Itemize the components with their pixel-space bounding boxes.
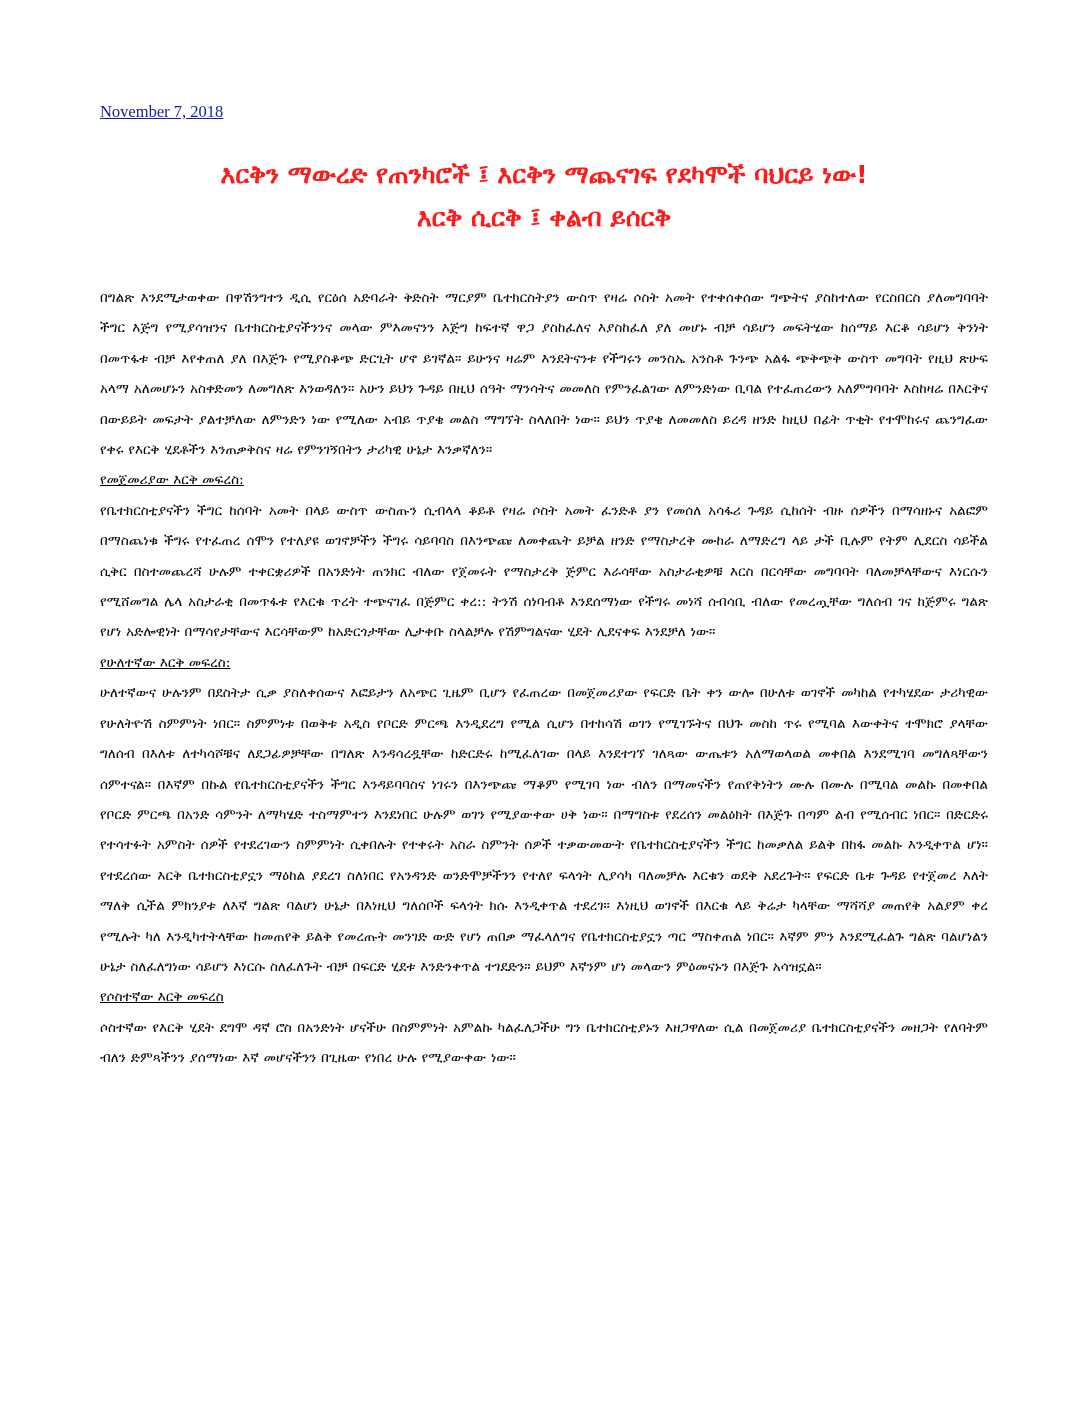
section-paragraph-third-reconciliation: ሶስተኛው የእርቅ ሂደት ደግሞ ዳኛ ሮስ በአንድነት ሆናችሁ በስምምነት አምልኩ ካልፈለጋችሁ ግን ቤተክርስቲያኑን እዘጋዋለው ሲል በመጀመሪያ ቤተክርስቲያናችን መዘጋት የለባትም ብለን ድምጻችንን ያሰማነው እኛ መሆናችንን በጊዜው የነበረ ሁሉ የሚያውቀው ነው። (100, 1019, 988, 1067)
intro-paragraph: በግልጽ እንደሚታወቀው በዋሽንግተን ዲሲ የርዕሰ አድባራት ቅድስት ማርያም ቤተክርስትያን ውስጥ የዛሬ ሶስት አመት የተቀሰቀሰው ግጭትና ያስከተለው የርስበርስ ያለመግባባት ችግር እጅግ የሚያሳዝንና ቤተክርስቲያናችንንና መላው ምእመናንን እጅግ ከፍተኛ ዋጋ ያስከፈለና እያስከፈለ ያለ መሆኑ ብቻ ሳይሆን መፍትሄው ከሰማይ እርቆ ሳይሆን ቅንነት በመጥፋቱ ብቻ እየቀጠለ ያለ በእጅጉ የሚያስቆጭ ድርጊት ሆኖ ይገኛል። ይሁንና ዛሬም እንደትናንቱ የችግሩን መንስኤ አንስቶ ጉንጭ አልፋ ጭቅጭቅ ውስጥ መግባት የዚህ ጽሁፍ አላማ አለመሆኑን አስቀድመን ለመግለጽ እንወዳለን። አሁን ይህን ጉዳይ በዚህ ሰዓት ማንሳትና መመለስ የምንፈልገው ለምንድነው ቢባል የተፈጠረውን አለምግባባት እስከዛሬ በእርቅና በውይይት መፍታት ያልተቻለው ለምንድን ነው የሚለው አብይ ጥያቄ መልስ ማግኘት ስላለበት ነው። ይህን ጥያቄ ለመመለስ ይረዳ ዘንድ ከዚህ በፊት ጥቂት የተሞከሩና ጨንግፈው የቀሩ የእርቅ ሂደቶችን እንጠቃቅስና ዛሬ የምንገኝበትን ታሪካዊ ሁኔታ እንቃኛለን። (100, 290, 988, 459)
section-paragraph-second-reconciliation: ሁለተኛውና ሁሉንም በደስትታ ሲቃ ያስለቀሰውና እፎይታን ለአጭር ጊዜም ቢሆን የፈጠረው በመጀመሪያው የፍርድ ቤት ቀን ውሎ በሁለቱ ወገኖች መካከል የተካሄደው ታሪካዊው የሁለትዮሽ ስምምነት ነበር። ስምምነቱ በወቅቱ አዲስ የቦርድ ምርጫ እንዲደረግ የሚል ሲሆን በተከሳሽ ወገን የሚገኙትና በህጉ መስከ ጥሩ የሚባል እውቀትና ተሞክሮ ያላቸው ግለሰብ በእለቱ ለተካሳሾቹና ለደጋፊዎቻቸው በግለጽ እንዳሳረዷቸው ከድርድሩ ከሚፈለገው በላይ እንደተገኘ ገለጻው ውጤቱን አለማወላወል መቀበል እንደሚገባ መግለጻቸውን ሰምተናል። በእኛም በኩል የቤተክርስቲያናችን ችግር እንዳይባባስና ነገሩን በእንጭጩ ማቆም የሚገባ ነው ብለን በማመናችን የጠየቅነትን ሙሉ በሙሉ በሚባል መልኩ በመቀበል የቦርድ ምርጫ በአንድ ሳምንት ለማካሄድ ተስማምተን እንደነበር ሁሉም ወገን የሚያውቀው ሀቅ ነው። በማግስቱ የደረሰን መልዕክት በእጅጉ በጣም ልብ የሚሰብር ነበር። በድርድሩ የተሳተፉት አምስት ሰዎች የተደረገውን ስምምነት ሲቀበሉት የተቀሩት አስራ ስምንት ሰዎች ተቃውመውት የቤተክርስቲያናችን ችግር ከመቃለል ይልቅ በከፋ መልኩ እንዲቀጥል ሆነ። የተደረሰው እርቅ ቤተክርስቲያኗን ማዕከል ያደረገ ስለነበር የአንዳንድ ወንድሞቻችንን የተለየ ፍላጎት ሊያሳካ ባለመቻሉ እርቁን ወደቅ አደረጉት። የፍርድ ቤቱ ጉዳይ የተጀመረ እለት ማለቅ ሲችል ምክንያቱ ለእኛ ግልጽ ባልሆነ ሁኔታ በእነዚህ ግለሰቦች ፍላጎት ክሱ እንዲቀጥል ተደረገ። እነዚህ ወገኖች በእርቁ ላይ ቅሬታ ካላቸው ማሻሻያ መጠየቅ አልያም ቀረ የሚሉት ካለ እንዲካተትላቸው ከመጠየቅ ይልቅ የመረጡት መንገድ ውድ የሆነ ጠበቃ ማፈላለግና የቤተክርስቲያኗን ጣር ማስቀጠል ነበር። እኛም ምን እንደሚፈልጉ ግልጽ ባልሆነልን ሁኔታ ስለፈለግነው ሳይሆን እነርሱ ስለፈለጉት ብቻ በፍርድ ሂደቱ እንድንቀጥል ተገደድን። ይህም እኛንም ሆነ መላውን ምዕመናኑን በእጅጉ አሳዝኗል። (100, 685, 988, 975)
section-heading-second-reconciliation: የሁለተኛው እርቅ መፍረስ: (100, 654, 231, 671)
section-heading-third-reconciliation: የሶስተኛው እርቅ መፍረስ (100, 989, 224, 1006)
section-paragraph-first-reconciliation: የቤተክርስቲያናችን ችግር ከሰባት አመት በላይ ውስጥ ውስጡን ሲብላላ ቆይቶ የዛሬ ሶስት አመት ፈንድቶ ያን የመሰለ አሳፋሪ ጉዳይ ሲከሰት ብዙ ሰዎችን በማሳዘኑና አልፎም በማስጨነቁ ችግሩ የተፈጠረ ሰሞን የተለያዩ ወገኖቻችን ችግሩ ሳይባባስ በእንጭጩ ለመቀጨት ይቻል ዘንድ የማስታረቅ ሙከራ ለማድረግ ላይ ታች ቢሉም የትም ሊደርስ ሳይችል ሲቅር በስተመጨረሻ ሁሉም ተቀርቋሪዎች በአንድነት ጠንክር ብለው የጀመሩት የማስታረቅ ጅምር እራሳቸው አስታራቂዎቹ እርስ በርሳቸው መግባባት ባለመቻላቸውና እነርሱን የሚሸመግል ሌላ አስታራቂ በመጥፋቱ የእርቁ ጥረት ተጭናገፈ በጅምር ቀረ:: ትንሽ ሰነባብቶ እንደሰማነው የችግሩ መነሻ ሰብሳቢ ብለው የመረጧቸው ግለሰብ ገና ከጅምሩ ግልጽ የሆነ አድሎዊነት በማሳየታቸውና እርሳቸውም ከአድርጎታቸው ሊታቀቡ ስላልቻሉ የሽምግልናው ሂደት ሊደናቀፍ እንደቻለ ነው። (100, 502, 988, 641)
subtitle: እርቅ ሲርቅ ፤ ቀልብ ይሰርቅ (416, 203, 672, 232)
section-heading-first-reconciliation: የመጀመሪያው እርቅ መፍረስ: (100, 472, 244, 489)
date-link[interactable]: November 7, 2018 (100, 102, 224, 121)
article-body (100, 283, 988, 1074)
main-title: እርቅን ማውረድ የጠንካሮች ፤ እርቅን ማጨናገፍ የደካሞች ባህርይ ነው! (220, 160, 868, 189)
